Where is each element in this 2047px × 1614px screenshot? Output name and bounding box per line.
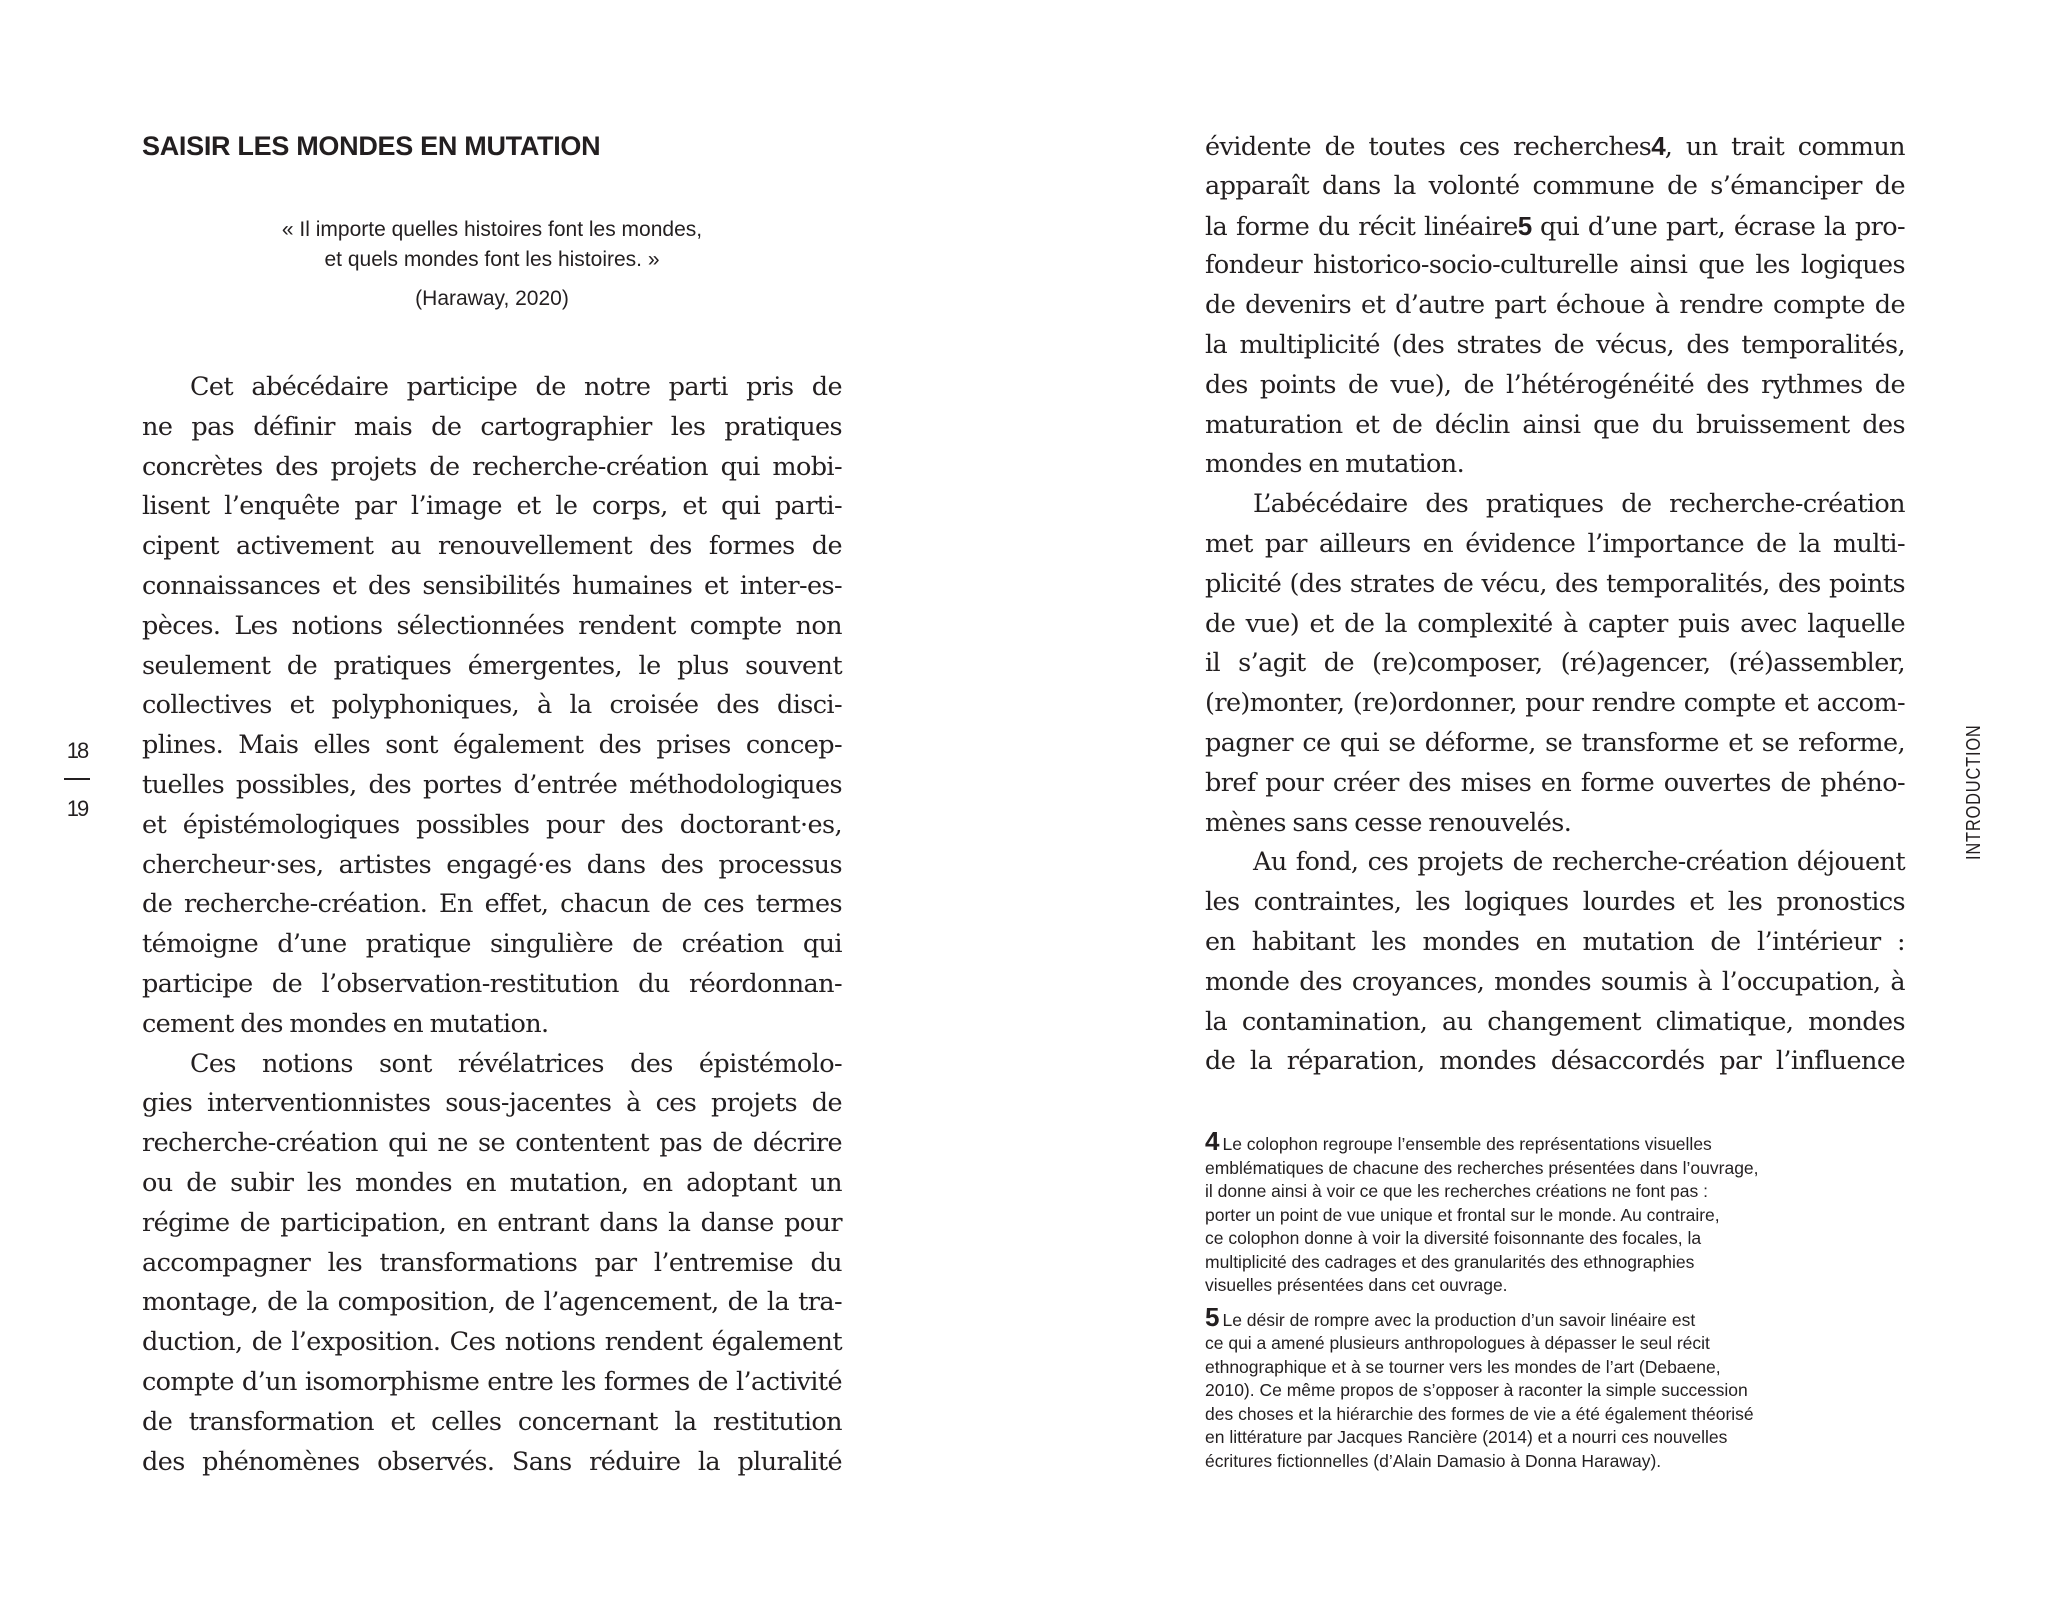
body-line: apparaît dans la volonté commune de s’émanciper de xyxy=(1205,170,1905,201)
footnote-line: en littérature par Jacques Rancière (2014) et a nourri ces nouvelles xyxy=(1205,1427,1728,1447)
body-line: cipent activement au renouvellement des formes de xyxy=(142,531,842,562)
body-line: tuelles possibles, des portes d’entrée méthodologiques xyxy=(142,769,842,800)
footnote-number: 4 xyxy=(1205,1126,1219,1156)
section-heading: SAISIR LES MONDES EN MUTATION xyxy=(142,131,601,161)
body-line: bref pour créer des mises en forme ouvertes de phéno- xyxy=(1205,767,1905,798)
footnote-line xyxy=(1205,1301,1925,1333)
body-line: met par ailleurs en évidence l’importance de la multi- xyxy=(1205,528,1905,559)
body-text: qui d’une part, écrase la pro- xyxy=(1531,211,1906,242)
footnote-text: Le désir de rompre avec la production d’un savoir linéaire est xyxy=(1222,1309,1696,1330)
body-line: les contraintes, les logiques lourdes et les pronostics xyxy=(1205,887,1905,918)
footnote-5 xyxy=(1205,1301,1925,1474)
body-line: pèces. Les notions sélectionnées rendent compte non xyxy=(142,610,842,641)
body-text: la forme du récit linéaire xyxy=(1205,211,1518,242)
body-line: recherche-création qui ne se contentent pas de décrire xyxy=(142,1128,842,1159)
footnote-line xyxy=(1205,1126,1925,1157)
body-line: collectives et polyphoniques, à la croisée des disci- xyxy=(142,690,842,721)
epigraph-citation: (Haraway, 2020) xyxy=(415,287,569,310)
footnote-reference-5[interactable]: 5 xyxy=(1517,210,1532,241)
body-line: mondes en mutation. xyxy=(1205,449,1465,480)
body-line: de vue) et de la complexité à capter puis avec laquelle xyxy=(1205,608,1905,639)
footnote-line: multiplicité des cadrages et des granularités des ethnographies xyxy=(1205,1251,1695,1272)
body-line: la contamination, au changement climatique, mondes xyxy=(1205,1006,1905,1037)
body-line: de devenirs et d’autre part échoue à rendre compte de xyxy=(1205,290,1905,321)
footnote-line: visuelles présentées dans cet ouvrage. xyxy=(1205,1275,1508,1295)
footnote-reference-4[interactable]: 4 xyxy=(1651,131,1665,161)
body-line: ne pas définir mais de cartographier les pratiques xyxy=(142,411,842,442)
body-line: accompagner les transformations par l’entremise du xyxy=(142,1247,842,1278)
footnote-line: il donne ainsi à voir ce que les recherches créations ne font pas : xyxy=(1205,1181,1708,1201)
running-head: INTRODUCTION xyxy=(1963,724,1985,860)
footnote-line: ce qui a amené plusieurs anthropologues à dépasser le seul récit xyxy=(1205,1333,1710,1353)
body-line: de transformation et celles concernant la restitution xyxy=(142,1406,842,1437)
footnote-number: 5 xyxy=(1205,1301,1219,1332)
body-line: il s’agit de (re)composer, (ré)agencer, (ré)assembler, xyxy=(1205,648,1905,679)
body-line: fondeur historico-socio-culturelle ainsi que les logiques xyxy=(1205,250,1905,281)
page-number-left: 18 xyxy=(66,738,88,763)
body-text: , un trait commun xyxy=(1664,132,1905,162)
body-line: duction, de l’exposition. Ces notions rendent également xyxy=(142,1327,842,1358)
body-line: (re)monter, (re)ordonner, pour rendre compte et accom- xyxy=(1205,688,1905,719)
right-body-text xyxy=(1205,127,1905,1082)
body-line: des phénomènes observés. Sans réduire la pluralité xyxy=(142,1446,842,1477)
body-line: Au fond, ces projets de recherche-création déjouent xyxy=(1253,847,1905,878)
footnote-text: Le colophon regroupe l’ensemble des représentations visuelles xyxy=(1222,1134,1712,1154)
body-line: lisent l’enquête par l’image et le corps, et qui parti- xyxy=(142,491,842,522)
body-line: seulement de pratiques émergentes, le plus souvent xyxy=(142,650,842,681)
body-line: des points de vue), de l’hétérogénéité des rythmes de xyxy=(1205,369,1905,400)
body-line: monde des croyances, mondes soumis à l’occupation, à xyxy=(1205,966,1905,997)
body-line: plicité (des strates de vécu, des temporalités, des points xyxy=(1205,568,1905,599)
body-line: L’abécédaire des pratiques de recherche-création xyxy=(1253,489,1905,520)
body-line: compte d’un isomorphisme entre les formes de l’activité xyxy=(142,1366,842,1397)
epigraph-quote-line: « Il importe quelles histoires font les mondes, xyxy=(281,218,703,241)
epigraph xyxy=(142,215,842,313)
body-line: en habitant les mondes en mutation de l’intérieur : xyxy=(1205,926,1905,957)
body-line: pagner ce qui se déforme, se transforme et se reforme, xyxy=(1205,727,1905,758)
body-line: chercheur·ses, artistes engagé·es dans des processus xyxy=(142,849,842,880)
left-body-text xyxy=(142,368,842,1482)
page-numbers xyxy=(62,738,92,822)
body-line: maturation et de déclin ainsi que du bruissement des xyxy=(1205,409,1905,440)
body-line: ou de subir les mondes en mutation, en adoptant un xyxy=(142,1167,842,1198)
body-line: de recherche-création. En effet, chacun de ces termes xyxy=(142,889,842,920)
footnote-line: des choses et la hiérarchie des formes de vie a été également théorisé xyxy=(1205,1403,1754,1424)
epigraph-quote-line: et quels mondes font les histoires. » xyxy=(324,248,660,271)
body-line: plines. Mais elles sont également des prises concep- xyxy=(142,730,842,761)
left-page xyxy=(0,0,1023,1614)
body-line: mènes sans cesse renouvelés. xyxy=(1205,807,1572,838)
footnote-line: ce colophon donne à voir la diversité foisonnante des focales, la xyxy=(1205,1228,1702,1248)
footnote-line: ethnographique et à se tourner vers les mondes de l’art (Debaene, xyxy=(1205,1356,1721,1377)
body-line: et épistémologiques possibles pour des doctorant·es, xyxy=(142,809,842,840)
body-line: de la réparation, mondes désaccordés par l’influence xyxy=(1205,1046,1905,1077)
right-page xyxy=(1023,0,2047,1614)
body-line: Cet abécédaire participe de notre parti pris de xyxy=(190,372,842,402)
body-line: cement des mondes en mutation. xyxy=(142,1008,549,1039)
body-line: montage, de la composition, de l’agencement, de la tra- xyxy=(142,1287,842,1318)
body-line: Ces notions sont révélatrices des épistémolo- xyxy=(190,1048,842,1079)
footnotes xyxy=(1205,1126,1925,1481)
footnote-line: écritures fictionnelles (d’Alain Damasio à Donna Haraway). xyxy=(1205,1450,1662,1471)
body-line xyxy=(1205,127,1905,167)
body-line: connaissances et des sensibilités humaines et inter-es- xyxy=(142,570,842,601)
page-number-separator xyxy=(64,778,90,780)
body-line: régime de participation, en entrant dans la danse pour xyxy=(142,1207,842,1238)
footnote-4 xyxy=(1205,1126,1925,1298)
footnote-line: emblématiques de chacune des recherches présentées dans l’ouvrage, xyxy=(1205,1157,1759,1178)
body-line xyxy=(1205,207,1905,247)
body-line: gies interventionnistes sous-jacentes à ces projets de xyxy=(142,1088,842,1119)
body-line: participe de l’observation-restitution du réordonnan- xyxy=(142,968,842,999)
body-line: concrètes des projets de recherche-création qui mobi- xyxy=(142,451,842,482)
footnote-line: 2010). Ce même propos de s’opposer à raconter la simple succession xyxy=(1205,1380,1748,1400)
body-line: la multiplicité (des strates de vécus, des temporalités, xyxy=(1205,329,1905,360)
page-number-right: 19 xyxy=(66,796,88,821)
body-line: témoigne d’une pratique singulière de création qui xyxy=(142,929,842,960)
body-text: évidente de toutes ces recherches xyxy=(1205,132,1652,162)
footnote-line: porter un point de vue unique et frontal sur le monde. Au contraire, xyxy=(1205,1204,1720,1225)
